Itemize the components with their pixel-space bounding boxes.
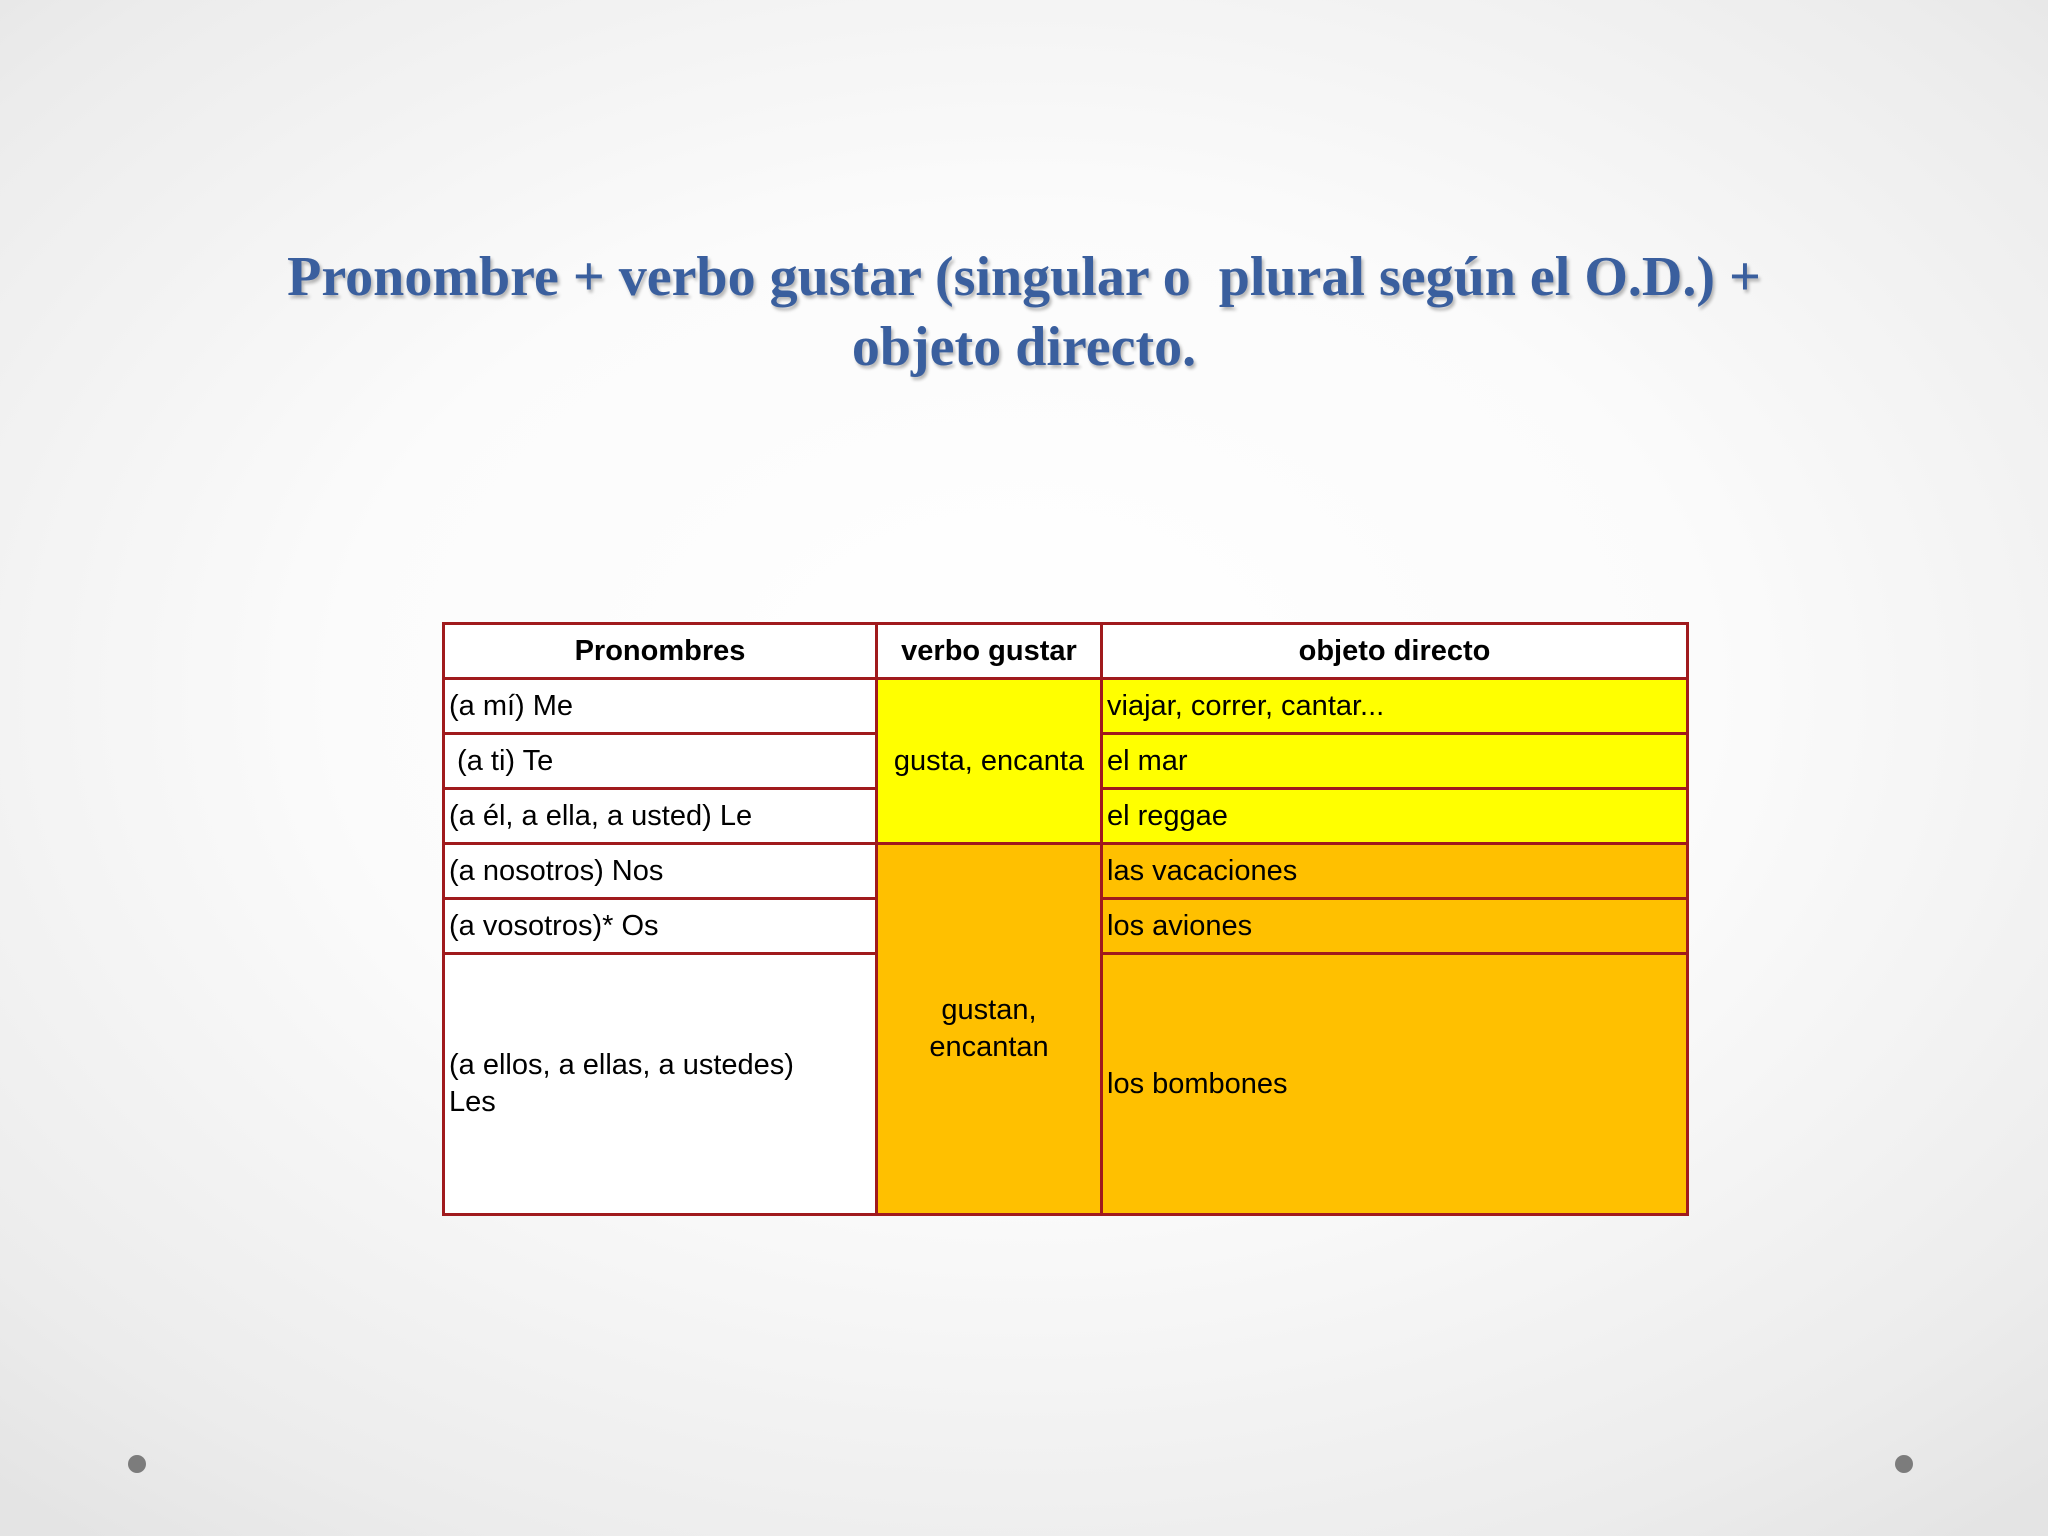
object-cell: el reggae xyxy=(1102,789,1688,844)
decorative-dot-left xyxy=(128,1455,146,1473)
slide-title-line-1: Pronombre + verbo gustar (singular o plural según el O.D.) + xyxy=(287,246,1761,308)
pronoun-cell: (a ti) Te xyxy=(444,734,877,789)
pronoun-cell: (a mí) Me xyxy=(444,679,877,734)
object-cell: las vacaciones xyxy=(1102,844,1688,899)
verb-plural-cell xyxy=(877,844,1102,1215)
header-pronombres: Pronombres xyxy=(444,624,877,679)
verb-singular-cell: gusta, encanta xyxy=(877,679,1102,844)
pronoun-cell: (a nosotros) Nos xyxy=(444,844,877,899)
object-cell: viajar, correr, cantar... xyxy=(1102,679,1688,734)
header-objeto-directo: objeto directo xyxy=(1102,624,1688,679)
pronoun-cell: (a él, a ella, a usted) Le xyxy=(444,789,877,844)
header-verbo-gustar: verbo gustar xyxy=(877,624,1102,679)
slide-title-line-2: objeto directo. xyxy=(851,316,1197,378)
pronoun-cell xyxy=(444,954,877,1215)
gustar-table xyxy=(442,622,1689,1216)
table-row xyxy=(444,679,1688,734)
object-cell: los aviones xyxy=(1102,899,1688,954)
decorative-dot-right xyxy=(1895,1455,1913,1473)
object-cell: los bombones xyxy=(1102,954,1688,1215)
object-cell: el mar xyxy=(1102,734,1688,789)
table-row xyxy=(444,844,1688,899)
table-header-row xyxy=(444,624,1688,679)
slide-title xyxy=(180,242,1868,382)
pronoun-cell: (a vosotros)* Os xyxy=(444,899,877,954)
verb-plural-text: gustan, encantan xyxy=(929,994,1049,1063)
pronoun-text: (a ellos, a ellas, a ustedes) Les xyxy=(449,1049,794,1118)
